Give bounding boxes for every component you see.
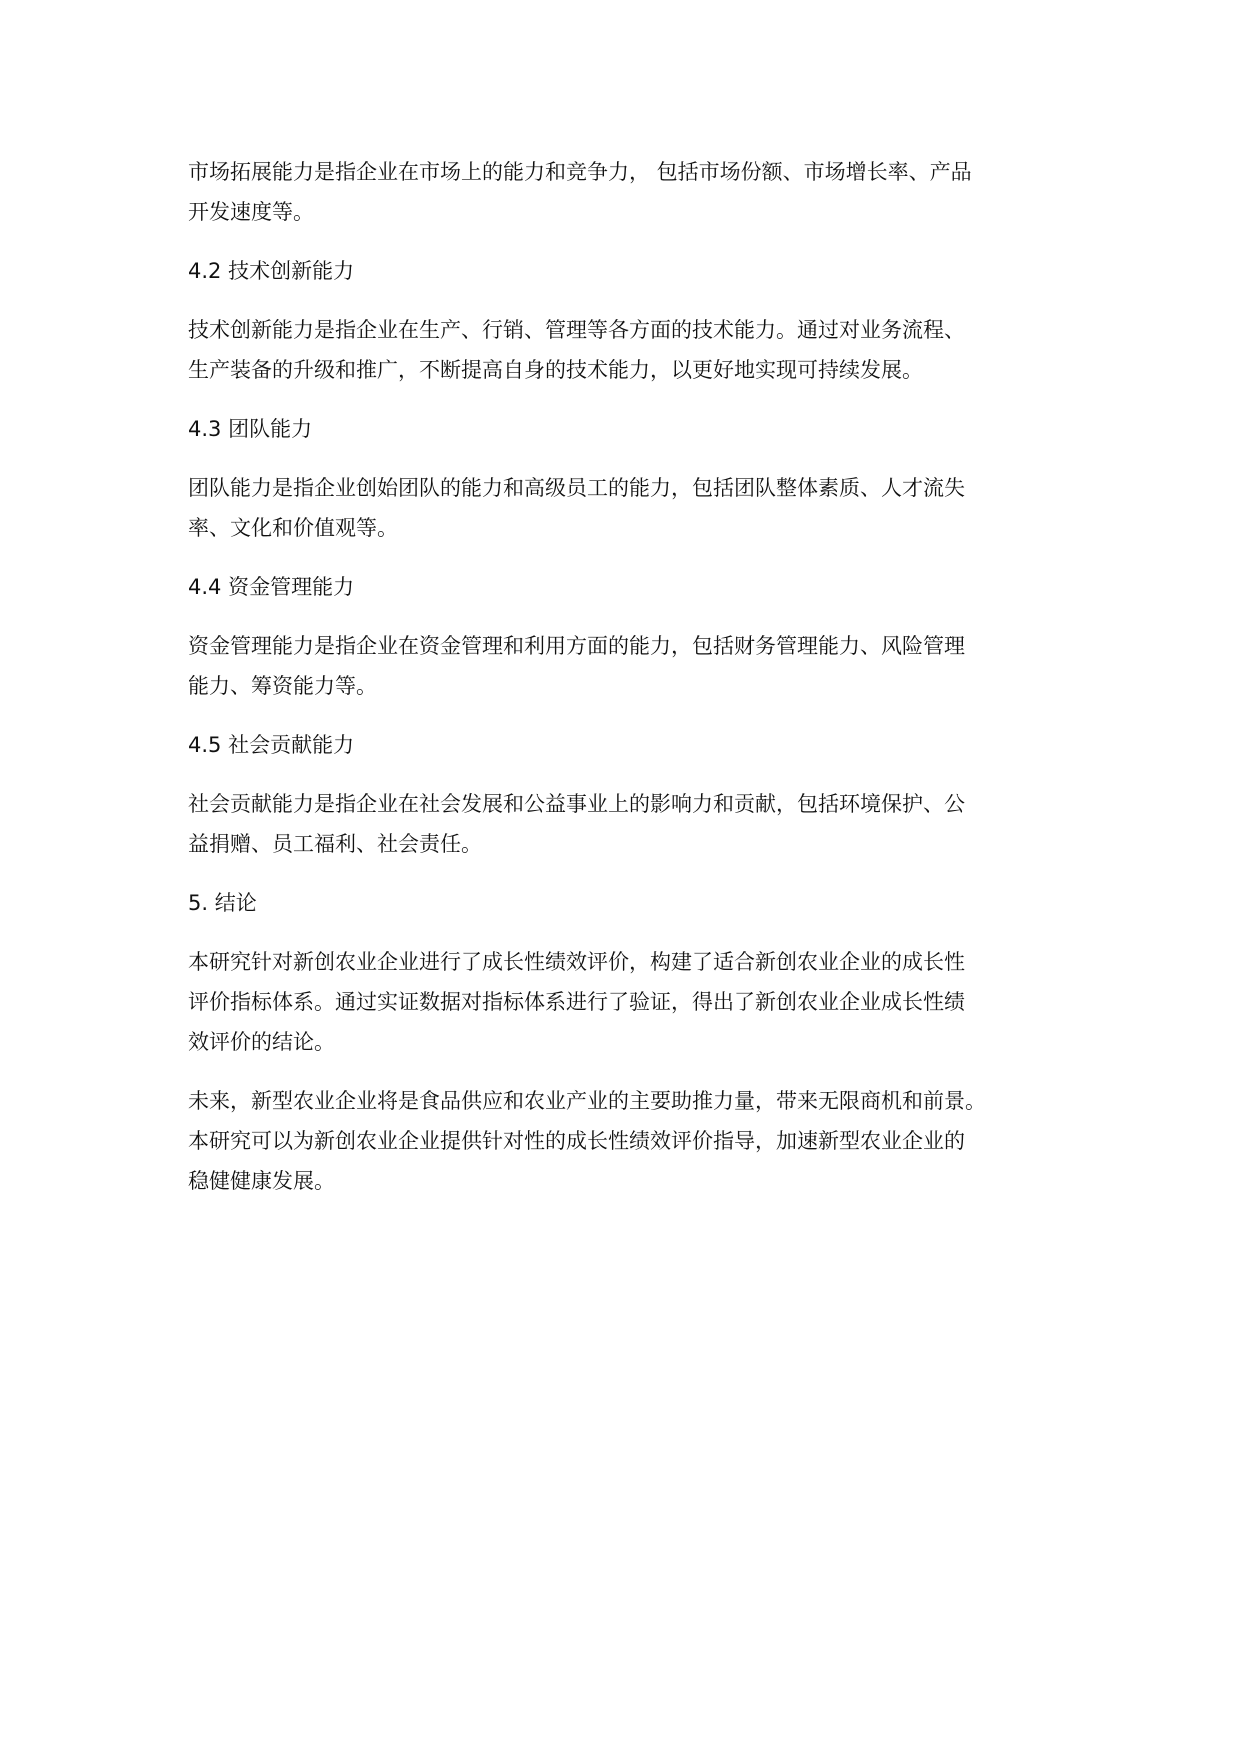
text-line: 团队能力是指企业创始团队的能力和高级员工的能力，包括团队整体素质、人才流失 (188, 476, 965, 500)
text-line: 未来，新型农业企业将是食品供应和农业产业的主要助推力量，带来无限商机和前景。 (188, 1089, 986, 1113)
text-line: 益捐赠、员工福利、社会责任。 (188, 832, 482, 856)
document-body (188, 152, 1088, 1220)
paragraph-social-contribution (188, 784, 1088, 864)
section-heading-4-5: 4.5 社会贡献能力 (188, 733, 355, 757)
section-heading-5: 5. 结论 (188, 891, 257, 915)
text-line: 本研究针对新创农业企业进行了成长性绩效评价，构建了适合新创农业企业的成长性 (188, 950, 965, 974)
text-line: 效评价的结论。 (188, 1030, 335, 1054)
text-line: 生产装备的升级和推广，不断提高自身的技术能力，以更好地实现可持续发展。 (188, 358, 923, 382)
paragraph-future-outlook (188, 1081, 1088, 1201)
text-line: 社会贡献能力是指企业在社会发展和公益事业上的影响力和贡献，包括环境保护、公 (188, 792, 965, 816)
text-line: 本研究可以为新创农业企业提供针对性的成长性绩效评价指导，加速新型农业企业的 (188, 1129, 965, 1153)
text-line: 技术创新能力是指企业在生产、行销、管理等各方面的技术能力。通过对业务流程、 (188, 318, 965, 342)
text-line: 开发速度等。 (188, 200, 314, 224)
section-heading-4-4: 4.4 资金管理能力 (188, 575, 355, 599)
text-line: 能力、筹资能力等。 (188, 674, 377, 698)
paragraph-conclusion (188, 942, 1088, 1062)
paragraph-market-expansion (188, 152, 1088, 232)
text-line: 稳健健康发展。 (188, 1169, 335, 1193)
text-line: 率、文化和价值观等。 (188, 516, 398, 540)
paragraph-team-ability (188, 468, 1088, 548)
section-heading-4-3: 4.3 团队能力 (188, 417, 313, 441)
section-heading-4-2: 4.2 技术创新能力 (188, 259, 355, 283)
paragraph-fund-management (188, 626, 1088, 706)
paragraph-tech-innovation (188, 310, 1088, 390)
text-line: 评价指标体系。通过实证数据对指标体系进行了验证，得出了新创农业企业成长性绩 (188, 990, 965, 1014)
text-line: 资金管理能力是指企业在资金管理和利用方面的能力，包括财务管理能力、风险管理 (188, 634, 965, 658)
text-line: 市场拓展能力是指企业在市场上的能力和竞争力， 包括市场份额、市场增长率、产品 (188, 160, 972, 184)
